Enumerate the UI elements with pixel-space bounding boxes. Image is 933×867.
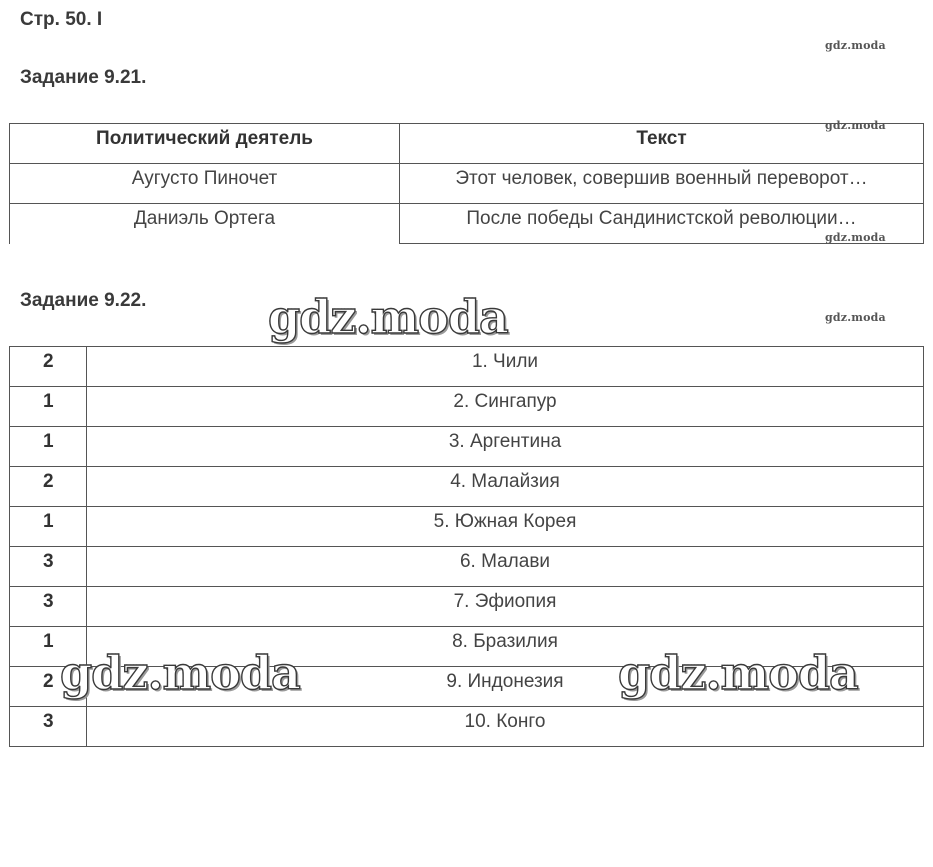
answer-number-cell: [10, 547, 87, 587]
watermark: gdz.moda: [825, 231, 886, 244]
table-row: [10, 427, 924, 467]
country-cell: 6. Малави: [87, 547, 924, 587]
table-row: [10, 547, 924, 587]
task-921-table: [9, 123, 924, 244]
text-cell: После победы Сандинистской революции…: [400, 204, 924, 244]
watermark-logo: gdz.moda: [268, 290, 508, 344]
table-row: [10, 587, 924, 627]
country-cell: 7. Эфиопия: [87, 587, 924, 627]
watermark-logo: gdz.moda: [60, 646, 300, 700]
country-cell: 3. Аргентина: [87, 427, 924, 467]
country-cell: 5. Южная Корея: [87, 507, 924, 547]
answer-number: 3: [43, 591, 54, 612]
table-row: [10, 204, 924, 244]
table-row: [10, 507, 924, 547]
figure-cell: Даниэль Ортега: [10, 204, 400, 244]
table-row: [10, 707, 924, 747]
country-cell: 8. Бразилия: [87, 627, 924, 667]
answer-number-cell: [10, 347, 87, 387]
column-header-figure: Политический деятель: [10, 124, 400, 164]
watermark: gdz.moda: [825, 39, 886, 52]
answer-number: 2: [43, 351, 54, 372]
figure-cell: Аугусто Пиночет: [10, 164, 400, 204]
answer-number-cell: [10, 467, 87, 507]
answer-number: 1: [43, 391, 54, 412]
country-cell: 9. Индонезия: [87, 667, 924, 707]
country-cell: 4. Малайзия: [87, 467, 924, 507]
answer-number: 2: [43, 471, 54, 492]
answer-number-cell: [10, 587, 87, 627]
answer-number: 3: [43, 711, 54, 732]
watermark-logo: gdz.moda: [618, 646, 858, 700]
table-row: [10, 164, 924, 204]
table-row: [10, 467, 924, 507]
country-cell: 1. Чили: [87, 347, 924, 387]
answer-number: 1: [43, 511, 54, 532]
table-header-row: [10, 124, 924, 164]
table-row: [10, 347, 924, 387]
column-header-text: Текст: [400, 124, 924, 164]
text-cell: Этот человек, совершив военный переворот…: [400, 164, 924, 204]
answer-number: 1: [43, 631, 54, 652]
answer-number-cell: [10, 707, 87, 747]
answer-number: 2: [43, 671, 54, 692]
answer-number: 1: [43, 431, 54, 452]
country-cell: 2. Сингапур: [87, 387, 924, 427]
task-922-title: Задание 9.22.: [20, 290, 147, 311]
page-header: Стр. 50. I: [20, 9, 103, 30]
answer-number-cell: [10, 387, 87, 427]
watermark: gdz.moda: [825, 311, 886, 324]
answer-number-cell: [10, 427, 87, 467]
watermark: gdz.moda: [825, 119, 886, 132]
task-921-title: Задание 9.21.: [20, 67, 147, 88]
table-row: [10, 387, 924, 427]
country-cell: 10. Конго: [87, 707, 924, 747]
answer-number-cell: [10, 507, 87, 547]
answer-number: 3: [43, 551, 54, 572]
